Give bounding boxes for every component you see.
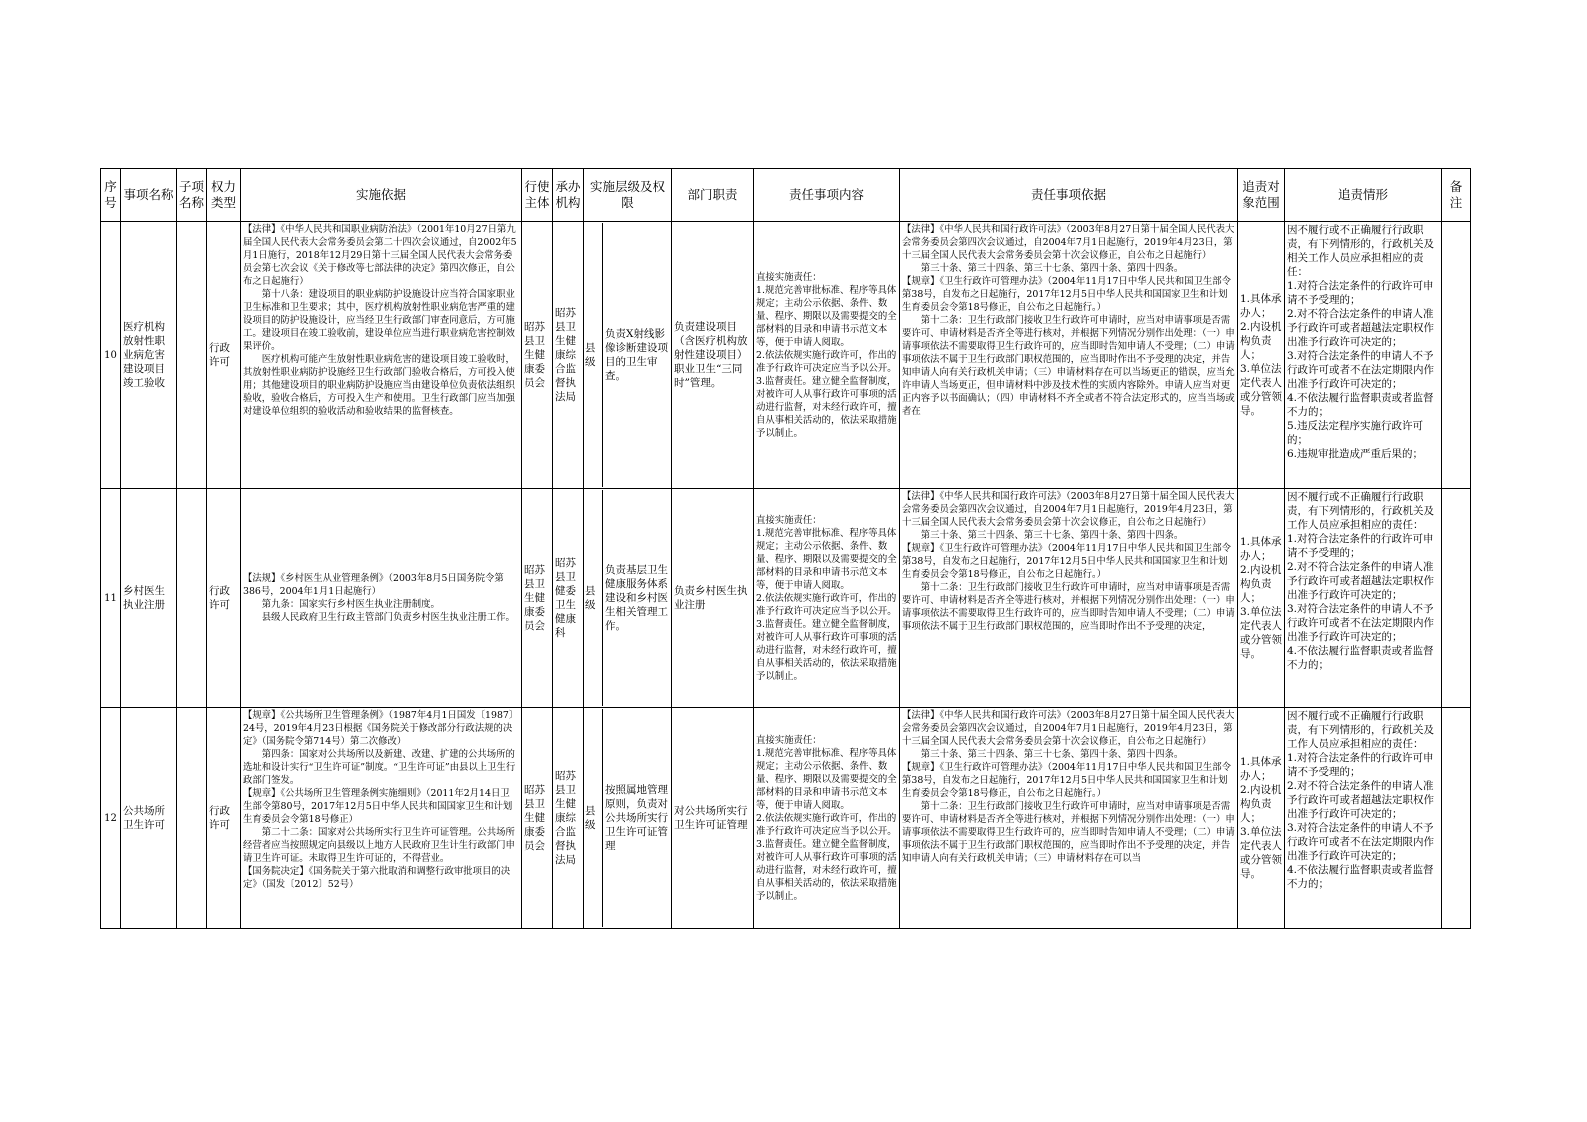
row-number: 10 [104, 349, 117, 361]
basis-paragraph: 【法规】《乡村医生从业管理条例》（2003年8月5日国务院令第386号，2004年1月1日起施行） [243, 573, 504, 597]
item-name: 医疗机构放射性职业病危害建设项目竣工验收 [123, 321, 165, 389]
basis-cell [241, 489, 522, 708]
resp-basis-cell [900, 708, 1238, 929]
resp-basis-cell [900, 222, 1238, 489]
level-authority-cell [584, 222, 672, 489]
situation-cell [1285, 489, 1442, 708]
accountability-situation: 因不履行或不正确履行行政职责，有下列情形的，行政机关及相关工作人员应承担相应的责任： 1.对符合法定条件的行政许可申请不予受理的； 2.对不符合法定条件的申请人准予行政许可或者超越法定职权作出准予行政许可决定的； 3.对符合法定条件的申请人不予行政许可或者不在法定期限内作出准予行政许可决定的； 4.不依法履行监督职责或者监督不力的； 5.违反法定程序实施行政许可的； 6.违规审批造成严重后果的； [1287, 224, 1434, 460]
table-row [101, 222, 1471, 489]
header-cell: 权力类型 [207, 169, 241, 222]
implementation-level: 县级 [584, 223, 603, 487]
implementing-subject: 昭苏县卫生健康委员会 [524, 321, 545, 389]
header-cell: 追责情形 [1285, 169, 1442, 222]
item-name-cell [121, 222, 177, 489]
table-row [101, 489, 1471, 708]
basis-cell [241, 708, 522, 929]
basis-paragraph: 【国务院决定】《国务院关于第六批取消和调整行政审批项目的决定》（国发〔2012〕52号） [243, 866, 511, 890]
duty-cell [672, 222, 754, 489]
resp-basis-paragraph: 第三十条、第三十四条、第三十七条、第四十条、第四十四条。 [920, 749, 1184, 760]
basis-paragraph: 第十八条：建设项目的职业病防护设施设计应当符合国家职业卫生标准和卫生要求；其中，医疗机构放射性职业病危害严重的建设项目的防护设施设计，应当经卫生行政部门审查同意后，方可施工。建设项目在竣工验收前，建设单位应当进行职业病危害控制效果评价。 [243, 289, 515, 352]
agency-cell [553, 222, 584, 489]
implementation-level: 县级 [584, 709, 603, 927]
resp-basis-paragraph: 【规章】《卫生行政许可管理办法》（2004年11月17日中华人民共和国卫生部令第38号，自发布之日起施行，2017年12月5日中华人民共和国国家卫生和计划生育委员会令第18号修正，自公布之日起施行。） [902, 276, 1231, 313]
scope-cell [1238, 489, 1285, 708]
level-authority-cell [584, 708, 672, 929]
sub-item-cell [177, 708, 207, 929]
header-cell: 实施依据 [241, 169, 522, 222]
item-name-cell [121, 489, 177, 708]
responsibility-content: 直接实施责任： 1.规范完善审批标准、程序等具体规定；主动公示依据、条件、数量、程序、期限以及需要提交的全部材料的目录和申请书示范文本等，便于申请人阅取。 2.依法依规实施行政许可，作出的准予行政许可决定应当予以公开。 3.监督责任。建立健全监督制度，对被许可人从事行政许可事项的活动进行监督，对未经行政许可，擅自从事相关活动的，依法采取措施予以制止。 [756, 514, 897, 682]
agency-cell [553, 708, 584, 929]
row-number: 12 [104, 812, 117, 824]
power-type-cell [207, 222, 241, 489]
scope-cell [1238, 222, 1285, 489]
content-cell [754, 222, 900, 489]
handling-agency: 昭苏县卫生健康综合监督执法局 [555, 307, 576, 403]
basis-paragraph: 【法律】《中华人民共和国职业病防治法》（2001年10月27日第九届全国人民代表大会常务委员会第二十四次会议通过，自2002年5月1日施行，2018年12月29日第十三届全国人民代表大会常务委员会第七次会议《关于修改等七部法律的决定》第四次修正，自公布之日起施行） [243, 224, 517, 287]
power-type: 行政许可 [209, 585, 230, 611]
department-duty: 负责建设项目（含医疗机构放射性建设项目）职业卫生“三同时”管理。 [674, 321, 748, 389]
accountability-situation: 因不履行或不正确履行行政职责，有下列情形的，行政机关及工作人员应承担相应的责任： 1.对符合法定条件的行政许可申请不予受理的； 2.对不符合法定条件的申请人准予行政许可或者超越法定职权作出准予行政许可决定的； 3.对符合法定条件的申请人不予行政许可或者不在法定期限内作出准予行政许可决定的； 4.不依法履行监督职责或者监督不力的； [1287, 710, 1434, 890]
header-cell: 子项名称 [177, 169, 207, 222]
header-cell: 部门职责 [672, 169, 754, 222]
accountability-scope: 1.具体承办人； 2.内设机构负责人； 3.单位法定代表人或分管领导。 [1240, 536, 1282, 660]
header-cell: 实施层级及权限 [584, 169, 672, 222]
situation-cell [1285, 708, 1442, 929]
subject-cell [522, 708, 553, 929]
resp-basis-paragraph: 【规章】《卫生行政许可管理办法》（2004年11月17日中华人民共和国卫生部令第38号，自发布之日起施行，2017年12月5日中华人民共和国国家卫生和计划生育委员会令第18号修正，自公布之日起施行。） [902, 543, 1231, 580]
item-name: 乡村医生执业注册 [123, 585, 165, 611]
power-type: 行政许可 [209, 342, 230, 368]
remark-cell [1442, 708, 1471, 929]
basis-paragraph: 第四条：国家对公共场所以及新建、改建、扩建的公共场所的选址和设计实行“卫生许可证”制度。“卫生许可证”由县以上卫生行政部门签发。 [243, 749, 516, 786]
situation-cell [1285, 222, 1442, 489]
power-type-cell [207, 708, 241, 929]
subject-cell [522, 489, 553, 708]
implementation-authority: 负责X射线影像诊断建设项目的卫生审查。 [605, 328, 668, 382]
header-cell: 行使主体 [522, 169, 553, 222]
power-type: 行政许可 [209, 805, 230, 831]
resp-basis-paragraph: 【规章】《卫生行政许可管理办法》（2004年11月17日中华人民共和国卫生部令第38号，自发布之日起施行，2017年12月5日中华人民共和国国家卫生和计划生育委员会令第18号修正，自公布之日起施行。） [902, 762, 1231, 799]
implementing-subject: 昭苏县卫生健康委员会 [524, 564, 545, 632]
row-number-cell [101, 489, 121, 708]
duty-cell [672, 489, 754, 708]
header-cell: 责任事项依据 [900, 169, 1238, 222]
remark-cell [1442, 222, 1471, 489]
accountability-scope: 1.具体承办人； 2.内设机构负责人； 3.单位法定代表人或分管领导。 [1240, 293, 1282, 417]
duty-cell [672, 708, 754, 929]
resp-basis-paragraph: 第十二条：卫生行政部门接收卫生行政许可申请时，应当对申请事项是否需要许可、申请材料是否齐全等进行核对，并根据下列情况分别作出处理：（一）申请事项依法不需要取得卫生行政许可的，应当即时告知申请人不受理；（二）申请事项依法不属于卫生行政部门职权范围的，应当即时作出不予受理的决定，并告知申请人向有关行政机关申请；（三）申请材料存在可以当 [902, 801, 1235, 864]
implementing-subject: 昭苏县卫生健康委员会 [524, 784, 545, 852]
remark-cell [1442, 489, 1471, 708]
subject-cell [522, 222, 553, 489]
resp-basis-paragraph: 【法律】《中华人民共和国行政许可法》（2003年8月27日第十届全国人民代表大会常务委员会第四次会议通过，自2004年7月1日起施行，2019年4月23日，第十三届全国人民代表大会常务委员会第十次会议修正，自公布之日起施行） [902, 710, 1235, 747]
row-number: 11 [104, 592, 117, 604]
row-number-cell [101, 222, 121, 489]
department-duty: 负责乡村医生执业注册 [674, 585, 748, 611]
implementation-authority: 按照属地管理原则，负责对公共场所实行卫生许可证管理 [605, 784, 668, 852]
responsibility-content: 直接实施责任： 1.规范完善审批标准、程序等具体规定；主动公示依据、条件、数量、程序、期限以及需要提交的全部材料的目录和申请书示范文本等，便于申请人阅取。 2.依法依规实施行政许可，作出的准予行政许可决定应当予以公开。 3.监督责任。建立健全监督制度，对被许可人从事行政许可事项的活动进行监督，对未经行政许可，擅自从事相关活动的，依法采取措施予以制止。 [756, 271, 897, 439]
header-row [101, 169, 1471, 222]
item-name: 公共场所卫生许可 [123, 805, 165, 831]
basis-paragraph: 【规章】《公共场所卫生管理条例》（1987年4月1日国发〔1987〕24号，2019年4月23日根据《国务院关于修改部分行政法规的决定》（国务院令第714号）第二次修改） [243, 710, 519, 747]
basis-paragraph: 【规章】《公共场所卫生管理条例实施细则》（2011年2月14日卫生部令第80号，2017年12月5日中华人民共和国国家卫生和计划生育委员会令第18号修正） [243, 788, 513, 825]
header-cell: 承办机构 [553, 169, 584, 222]
handling-agency: 昭苏县卫生健康综合监督执法局 [555, 770, 576, 866]
content-cell [754, 489, 900, 708]
accountability-scope: 1.具体承办人； 2.内设机构负责人； 3.单位法定代表人或分管领导。 [1240, 756, 1282, 880]
resp-basis-paragraph: 【法律】《中华人民共和国行政许可法》（2003年8月27日第十届全国人民代表大会常务委员会第四次会议通过，自2004年7月1日起施行，2019年4月23日，第十三届全国人民代表大会常务委员会第十次会议修正，自公布之日起施行） [902, 491, 1235, 528]
department-duty: 对公共场所实行卫生许可证管理 [674, 805, 748, 831]
responsibility-table [100, 168, 1471, 929]
header-cell: 序号 [101, 169, 121, 222]
responsibility-content: 直接实施责任： 1.规范完善审批标准、程序等具体规定；主动公示依据、条件、数量、程序、期限以及需要提交的全部材料的目录和申请书示范文本等，便于申请人阅取。 2.依法依规实施行政许可，作出的准予行政许可决定应当予以公开。 3.监督责任。建立健全监督制度，对被许可人从事行政许可事项的活动进行监督，对未经行政许可，擅自从事相关活动的，依法采取措施予以制止。 [756, 734, 897, 902]
header-cell: 事项名称 [121, 169, 177, 222]
implementation-level: 县级 [584, 490, 603, 706]
header-cell: 备注 [1442, 169, 1471, 222]
basis-paragraph: 第二十二条：国家对公共场所实行卫生许可证管理。公共场所经营者应当按照规定向县级以上地方人民政府卫生计生行政部门申请卫生许可证。未取得卫生许可证的，不得营业。 [243, 827, 515, 864]
table-row [101, 708, 1471, 929]
implementation-authority: 负责基层卫生健康服务体系建设和乡村医生相关管理工作。 [605, 564, 668, 632]
power-type-cell [207, 489, 241, 708]
resp-basis-paragraph: 第十二条：卫生行政部门接收卫生行政许可申请时，应当对申请事项是否需要许可、申请材料是否齐全等进行核对，并根据下列情况分别作出处理：（一）申请事项依法不需要取得卫生行政许可的，应当即时告知申请人不受理；（二）申请事项依法不属于卫生行政部门职权范围的，应当即时作出不予受理的决定，并告知申请人向有关行政机关申请；（三）申请材料存在可以当场更正的错误，应当允许申请人当场更正，但申请材料中涉及技术性的实质内容除外。申请人应当对更正内容予以书面确认；（四）申请材料不齐全或者不符合法定形式的，应当当场或者在 [902, 315, 1235, 417]
handling-agency: 昭苏县卫健委卫生健康科 [555, 557, 576, 639]
resp-basis-paragraph: 第三十条、第三十四条、第三十七条、第四十条、第四十四条。 [920, 263, 1184, 274]
resp-basis-paragraph: 第三十条、第三十四条、第三十七条、第四十条、第四十四条。 [920, 530, 1184, 541]
sub-item-cell [177, 489, 207, 708]
row-number-cell [101, 708, 121, 929]
header-cell: 追责对象范围 [1238, 169, 1285, 222]
content-cell [754, 708, 900, 929]
sub-item-cell [177, 222, 207, 489]
basis-paragraph: 医疗机构可能产生放射性职业病危害的建设项目竣工验收时，其放射性职业病防护设施经卫生行政部门验收合格后，方可投入使用；其他建设项目的职业病防护设施应当由建设单位负责依法组织验收，验收合格后，方可投入生产和使用。卫生行政部门应当加强对建设单位组织的验收活动和验收结果的监督核查。 [243, 354, 515, 417]
item-name-cell [121, 708, 177, 929]
accountability-situation: 因不履行或不正确履行行政职责，有下列情形的，行政机关及工作人员应承担相应的责任： 1.对符合法定条件的行政许可申请不予受理的； 2.对不符合法定条件的申请人准予行政许可或者超越法定职权作出准予行政许可决定的； 3.对符合法定条件的申请人不予行政许可或者不在法定期限内作出准予行政许可决定的； 4.不依法履行监督职责或者监督不力的； [1287, 491, 1434, 671]
resp-basis-paragraph: 【法律】《中华人民共和国行政许可法》（2003年8月27日第十届全国人民代表大会常务委员会第四次会议通过，自2004年7月1日起施行，2019年4月23日，第十三届全国人民代表大会常务委员会第十次会议修正，自公布之日起施行） [902, 224, 1235, 261]
header-cell: 责任事项内容 [754, 169, 900, 222]
agency-cell [553, 489, 584, 708]
basis-paragraph: 县级人民政府卫生行政主管部门负责乡村医生执业注册工作。 [261, 612, 515, 623]
resp-basis-cell [900, 489, 1238, 708]
basis-paragraph: 第九条：国家实行乡村医生执业注册制度。 [261, 599, 440, 610]
basis-cell [241, 222, 522, 489]
resp-basis-paragraph: 第十二条：卫生行政部门接收卫生行政许可申请时，应当对申请事项是否需要许可、申请材料是否齐全等进行核对，并根据下列情况分别作出处理：（一）申请事项依法不需要取得卫生行政许可的，应当即时告知申请人不受理；（二）申请事项依法不属于卫生行政部门职权范围的，应当即时作出不予受理的决定， [902, 582, 1235, 632]
scope-cell [1238, 708, 1285, 929]
level-authority-cell [584, 489, 672, 708]
